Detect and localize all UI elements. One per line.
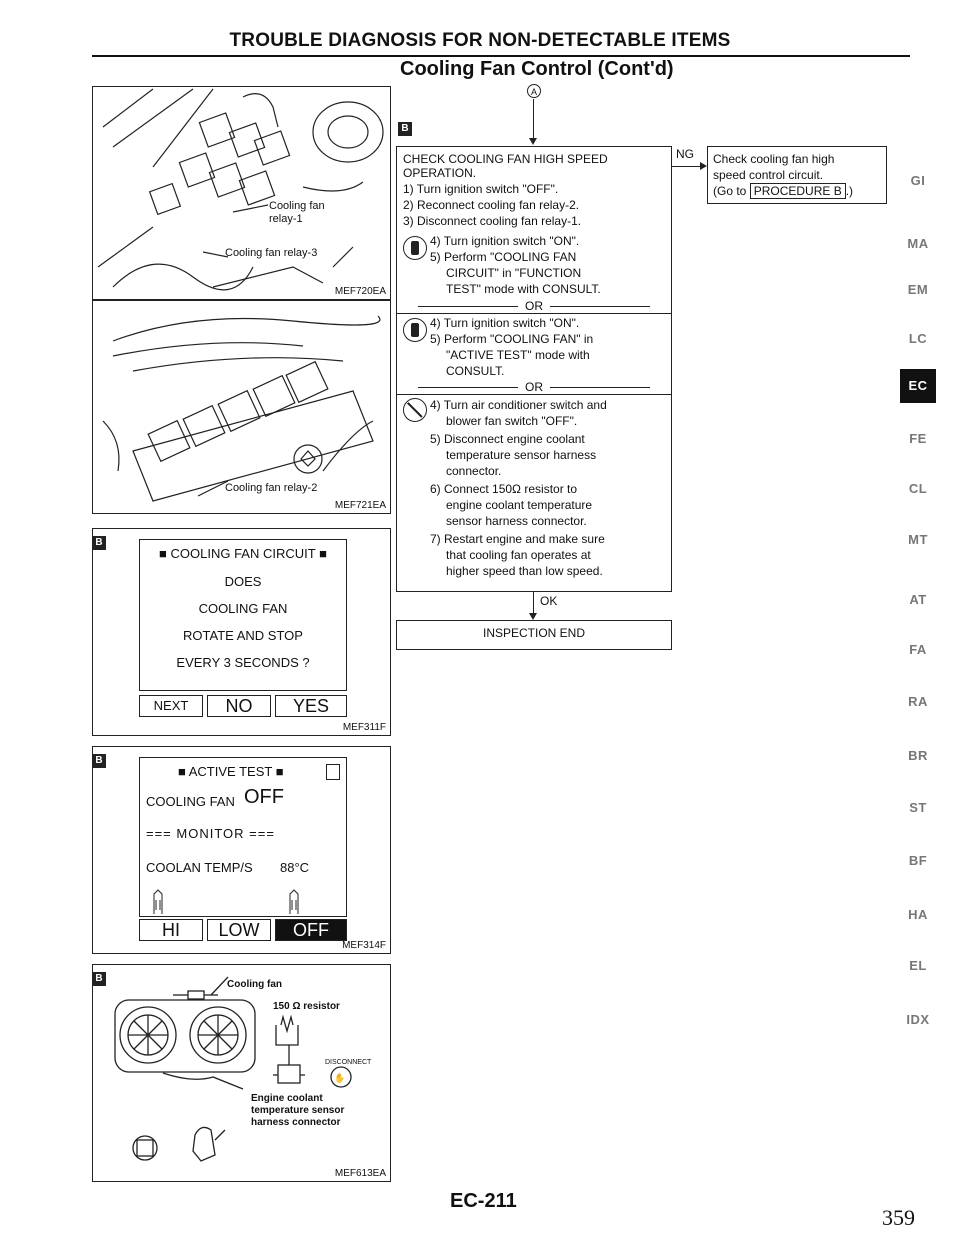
key-low[interactable]: LOW <box>207 919 271 941</box>
option-c-step-5a: 5) Disconnect engine coolant <box>430 432 585 446</box>
option-c-step-6c: sensor harness connector. <box>446 514 587 528</box>
or-divider-1: OR <box>398 299 670 313</box>
consult-icon-inner <box>411 323 419 337</box>
page-subtitle: Cooling Fan Control (Cont'd) <box>400 58 674 80</box>
main-heading-1: CHECK COOLING FAN HIGH SPEED <box>403 152 608 166</box>
page-title: TROUBLE DIAGNOSIS FOR NON-DETECTABLE ITEMS <box>229 30 731 51</box>
figure-consult-active-test <box>92 746 391 954</box>
option-a-step-5c: TEST" mode with CONSULT. <box>446 282 601 296</box>
cooling-fan-state: OFF <box>244 786 284 808</box>
option-b-step-5a: 5) Perform "COOLING FAN" in <box>430 332 594 346</box>
entry-connector <box>533 99 534 141</box>
figure-code: MEF721EA <box>334 500 386 511</box>
section-tab-em[interactable]: EM <box>907 282 929 297</box>
option-c-step-5b: temperature sensor harness <box>446 448 597 462</box>
label-sensor-line-3: harness connector <box>251 1117 341 1128</box>
option-a-step-4: 4) Turn ignition switch "ON". <box>430 234 580 248</box>
coolant-temp-value: 88°C <box>280 860 310 875</box>
step-2: 2) Reconnect cooling fan relay-2. <box>403 198 580 212</box>
option-c-step-4a: 4) Turn air conditioner switch and <box>430 398 607 412</box>
or-divider-2: OR <box>398 380 670 394</box>
step-marker-b: B <box>92 536 106 550</box>
section-divider-1 <box>396 313 672 314</box>
label-disconnect: DISCONNECT <box>325 1059 372 1066</box>
section-tab-at[interactable]: AT <box>909 592 927 607</box>
screen-line-4: EVERY 3 SECONDS ? <box>176 655 310 670</box>
step-marker-b: B <box>398 122 412 136</box>
label-cooling-fan-relay-3: Cooling fan relay-3 <box>225 247 318 259</box>
figure-code: MEF311F <box>342 722 386 733</box>
section-tab-idx[interactable]: IDX <box>906 1012 930 1027</box>
label-resistor: 150 Ω resistor <box>273 1001 340 1012</box>
entry-marker: A <box>527 84 541 98</box>
figure-code: MEF720EA <box>334 286 386 297</box>
consult-icon-inner <box>411 241 419 255</box>
label-cooling-fan: Cooling fan <box>227 979 282 990</box>
touch-icon <box>140 886 348 916</box>
option-c-step-4b: blower fan switch "OFF". <box>446 414 578 428</box>
step-3: 3) Disconnect cooling fan relay-1. <box>403 214 582 228</box>
engine-relay-drawing-2 <box>93 301 389 511</box>
option-b-step-4: 4) Turn ignition switch "ON". <box>430 316 580 330</box>
figure-resistor-connection <box>92 964 391 1182</box>
option-c-step-7b: that cooling fan operates at <box>446 548 591 562</box>
option-c-step-6b: engine coolant temperature <box>446 498 593 512</box>
section-tab-st[interactable]: ST <box>909 800 927 815</box>
page-number: 359 <box>882 1205 915 1230</box>
label-sensor-line-1: Engine coolant <box>251 1093 323 1104</box>
procedure-b-link[interactable]: PROCEDURE B <box>750 183 846 199</box>
section-tab-cl[interactable]: CL <box>908 481 928 496</box>
coolant-temp-label: COOLAN TEMP/S <box>146 860 253 875</box>
key-next[interactable]: NEXT <box>139 695 203 717</box>
option-c-step-7c: higher speed than low speed. <box>446 564 603 578</box>
figure-consult-function-test <box>92 528 391 736</box>
consult-screen <box>139 539 347 691</box>
label-cooling-fan-relay-1a: Cooling fan <box>269 200 325 212</box>
screen-line-1: DOES <box>224 574 262 589</box>
section-tab-ec[interactable]: EC <box>900 369 936 403</box>
key-no[interactable]: NO <box>207 695 271 717</box>
screen-header: ■ COOLING FAN CIRCUIT ■ <box>159 546 327 561</box>
section-tab-gi[interactable]: GI <box>910 173 926 188</box>
arrow-head <box>700 162 707 170</box>
option-b-step-5b: "ACTIVE TEST" mode with <box>446 348 590 362</box>
option-a-step-5a: 5) Perform "COOLING FAN <box>430 250 577 264</box>
screen-checkbox <box>326 764 340 780</box>
engine-relay-drawing-1 <box>93 87 389 297</box>
label-sensor-line-2: temperature sensor <box>251 1105 345 1116</box>
step-marker-b: B <box>92 972 106 986</box>
section-tab-fe[interactable]: FE <box>909 431 927 446</box>
option-a-step-5b: CIRCUIT" in "FUNCTION <box>446 266 582 280</box>
key-hi[interactable]: HI <box>139 919 203 941</box>
option-b-step-5c: CONSULT. <box>446 364 505 378</box>
svg-text:✋: ✋ <box>334 1073 346 1083</box>
figure-code: MEF314F <box>342 940 386 951</box>
section-tab-ma[interactable]: MA <box>907 236 929 251</box>
key-yes[interactable]: YES <box>275 695 347 717</box>
cooling-fan-resistor-drawing <box>93 965 389 1179</box>
section-tab-fa[interactable]: FA <box>909 642 927 657</box>
label-cooling-fan-relay-2: Cooling fan relay-2 <box>225 482 318 494</box>
screen-line-2: COOLING FAN <box>198 601 288 616</box>
section-tab-bf[interactable]: BF <box>908 853 928 868</box>
option-c-step-6a: 6) Connect 150Ω resistor to <box>430 482 578 496</box>
screen-line-3: ROTATE AND STOP <box>183 628 303 643</box>
section-tab-el[interactable]: EL <box>909 958 927 973</box>
option-c-step-5c: connector. <box>446 464 502 478</box>
inspection-end-text: INSPECTION END <box>482 626 585 640</box>
ok-label: OK <box>540 594 558 608</box>
arrow-head <box>529 138 537 145</box>
ng-line-3-suffix: .) <box>845 184 854 198</box>
ng-line-3-prefix: (Go to <box>713 184 747 198</box>
step-marker-b: B <box>92 754 106 768</box>
ng-label: NG <box>676 147 694 161</box>
label-cooling-fan-relay-1b: relay-1 <box>269 213 303 225</box>
monitor-divider: === MONITOR === <box>146 826 275 841</box>
section-divider-2 <box>396 394 672 395</box>
screen-header: ■ ACTIVE TEST ■ <box>178 764 284 779</box>
section-tab-mt[interactable]: MT <box>908 532 928 547</box>
main-heading-2: OPERATION. <box>403 166 477 180</box>
key-off[interactable]: OFF <box>275 919 347 941</box>
arrow-head <box>529 613 537 620</box>
title-rule <box>92 55 910 57</box>
section-tab-ha[interactable]: HA <box>908 907 928 922</box>
figure-code: MEF613EA <box>334 1168 386 1179</box>
page-code: EC-211 <box>450 1190 517 1212</box>
section-tab-br[interactable]: BR <box>908 748 928 763</box>
step-1: 1) Turn ignition switch "OFF". <box>403 182 559 196</box>
ng-line-3 <box>713 184 853 198</box>
figure-relay-location-2 <box>92 300 391 514</box>
cooling-fan-label: COOLING FAN <box>146 794 235 809</box>
consult-screen <box>139 757 347 917</box>
ng-line-2: speed control circuit. <box>713 168 824 182</box>
section-tab-ra[interactable]: RA <box>908 694 928 709</box>
ng-line-1: Check cooling fan high <box>713 152 835 166</box>
section-tab-lc[interactable]: LC <box>908 331 928 346</box>
figure-relay-location-1 <box>92 86 391 300</box>
option-c-step-7a: 7) Restart engine and make sure <box>430 532 605 546</box>
